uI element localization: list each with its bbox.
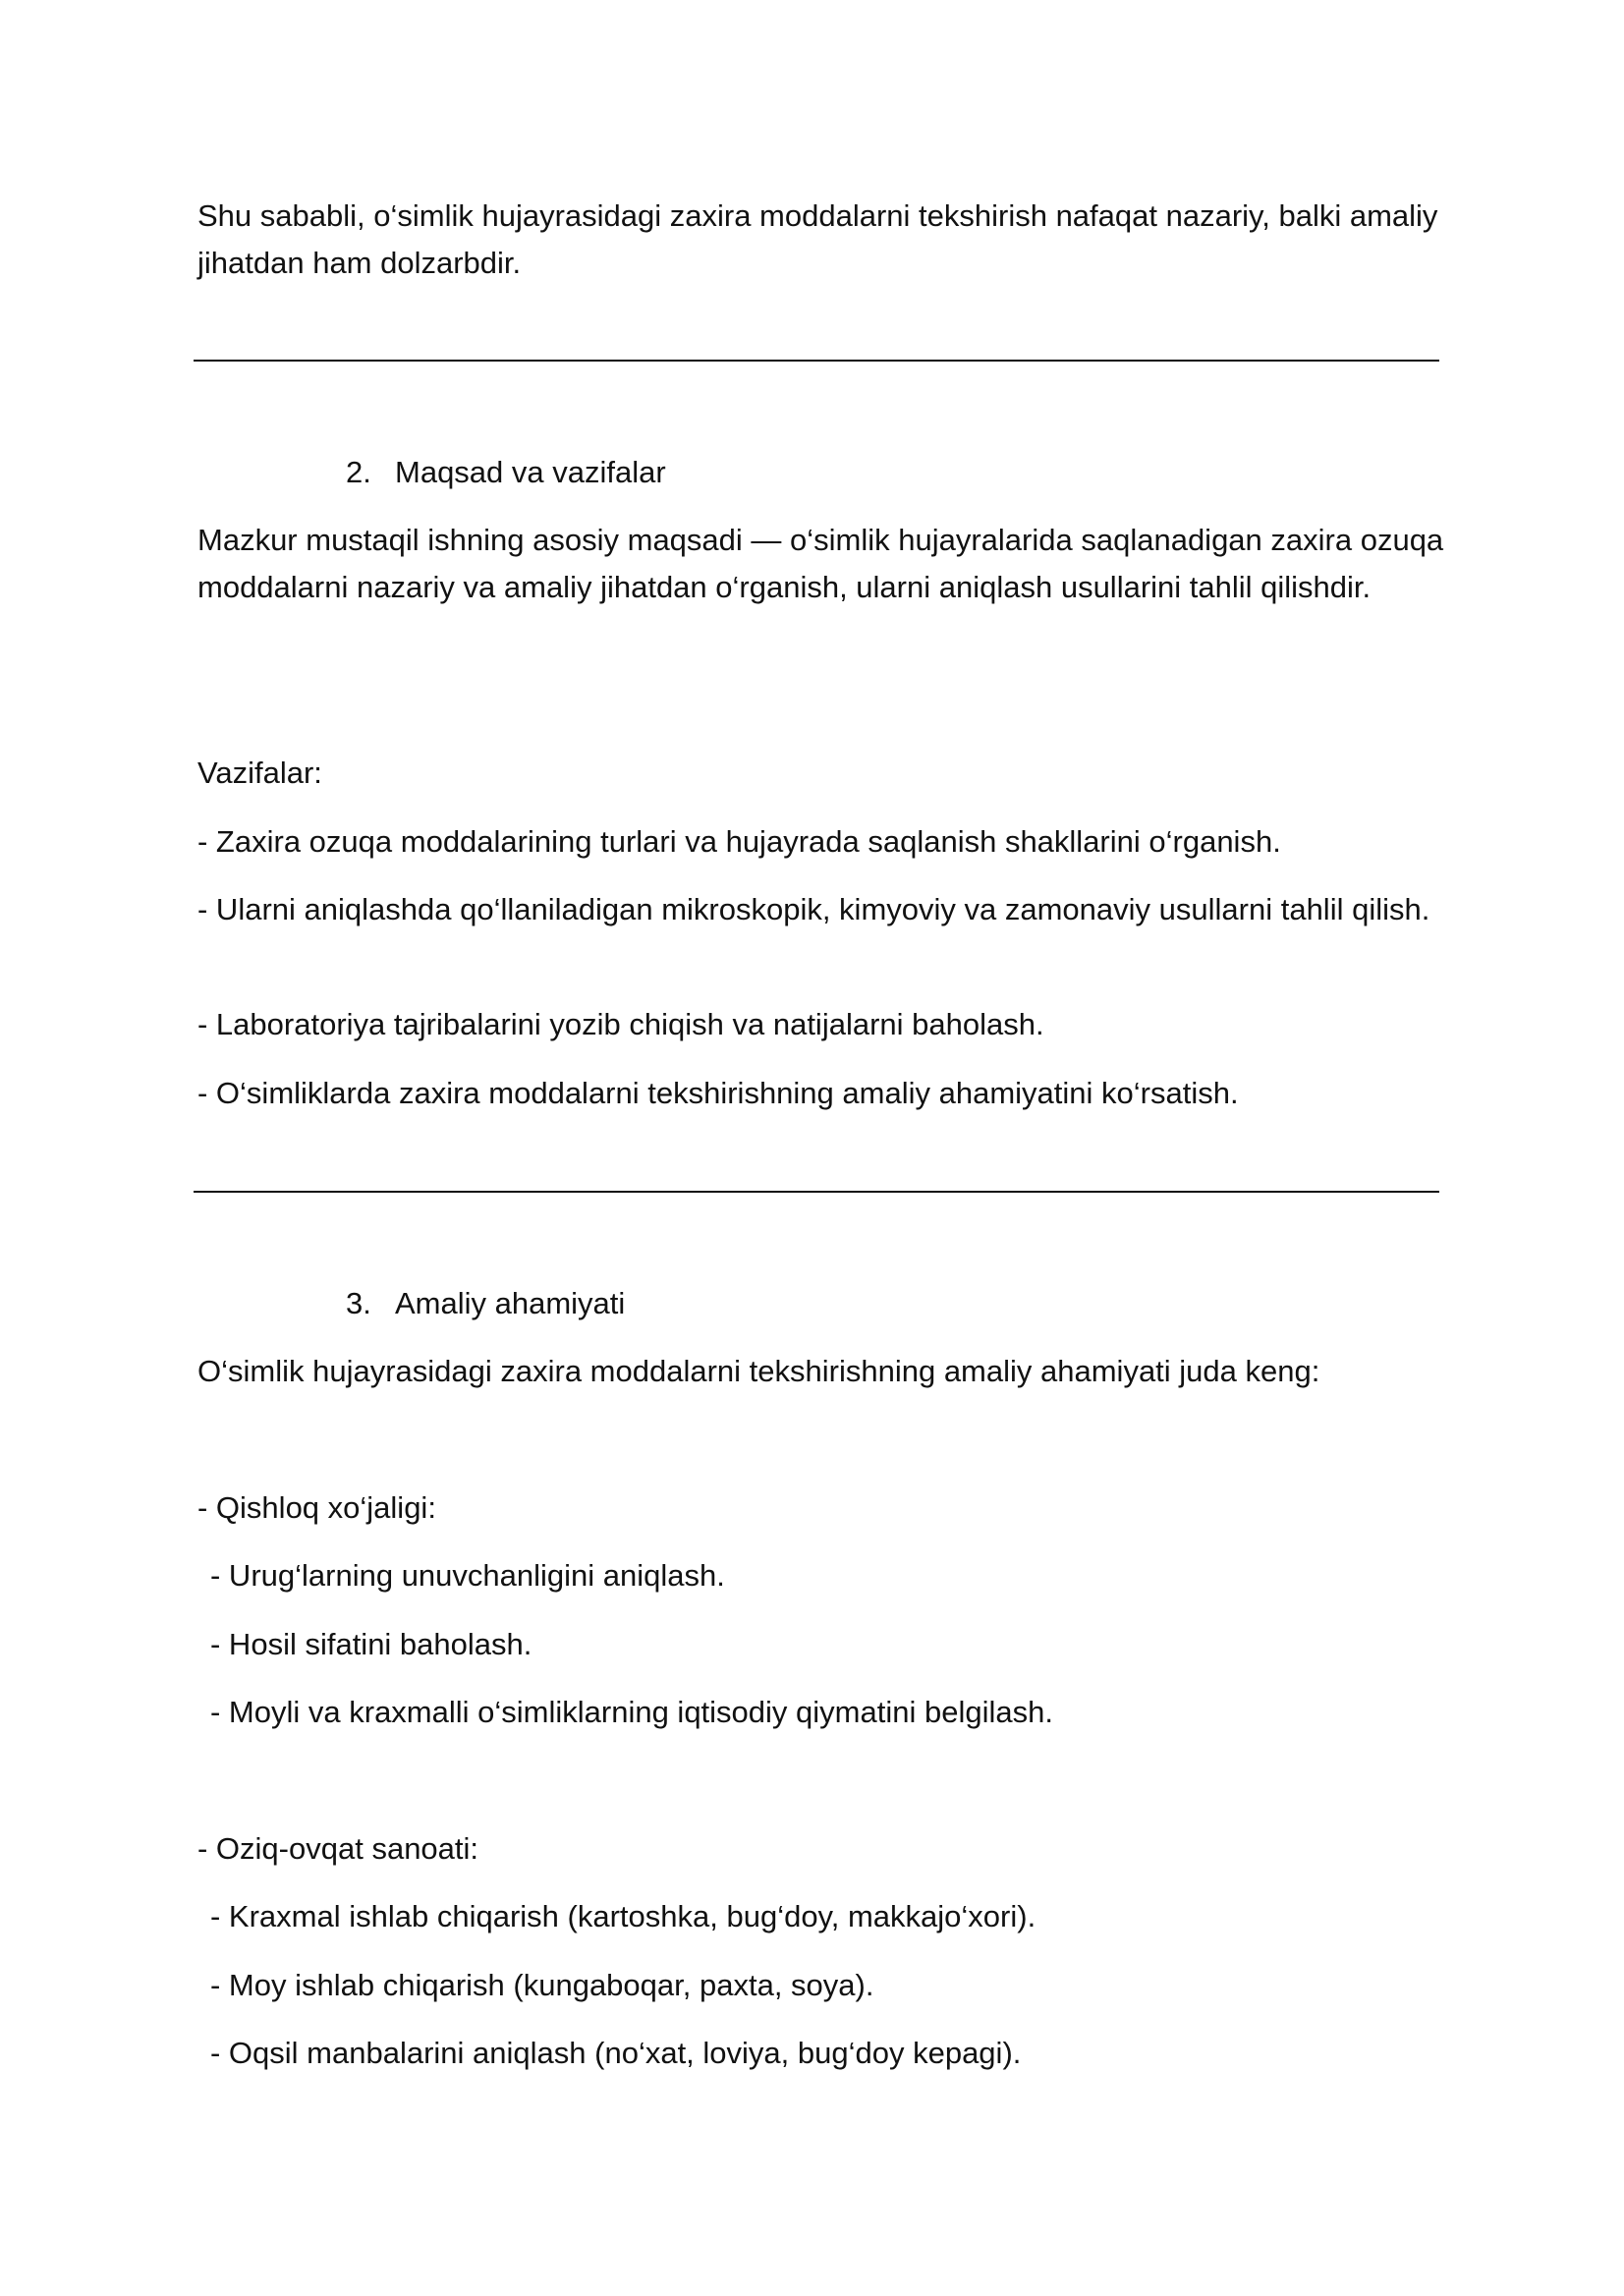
food-industry-item: - Oqsil manbalarini aniqlash (no‘xat, loviya, bug‘doy kepagi).: [210, 2036, 1022, 2070]
section-3-heading: [346, 1280, 625, 1327]
section-2-paragraph: Mazkur mustaqil ishning asosiy maqsadi — o‘simlik hujayralarida saqlanadigan zaxira ozuqa moddalarni nazariy va amaliy jihatdan o‘rganish, ularni aniqlash usullarini tahlil qilishdir.: [197, 523, 1444, 604]
task-item: - Ularni aniqlashda qo‘llaniladigan mikroskopik, kimyoviy va zamonaviy usullarni tahlil qilish.: [197, 892, 1430, 926]
task-item: - O‘simliklarda zaxira moddalarni tekshirishning amaliy ahamiyatini ko‘rsatish.: [197, 1076, 1239, 1110]
task-item: - Laboratoriya tajribalarini yozib chiqish va natijalarni baholash.: [197, 1007, 1044, 1041]
section-3-number: 3.: [346, 1286, 371, 1320]
agriculture-item: - Urug‘larning unuvchanligini aniqlash.: [210, 1558, 725, 1593]
section-divider: [194, 360, 1439, 362]
section-3-title: Amaliy ahamiyati: [395, 1286, 626, 1320]
food-industry-item: - Kraxmal ishlab chiqarish (kartoshka, bug‘doy, makkajo‘xori).: [210, 1899, 1036, 1933]
food-industry-item: - Moy ishlab chiqarish (kungaboqar, paxta, soya).: [210, 1968, 874, 2002]
agriculture-item: - Hosil sifatini baholash.: [210, 1627, 532, 1661]
task-item: - Zaxira ozuqa moddalarining turlari va hujayrada saqlanish shakllarini o‘rganish.: [197, 824, 1281, 859]
intro-paragraph: Shu sababli, o‘simlik hujayrasidagi zaxira moddalarni tekshirish nafaqat nazariy, balki amaliy jihatdan ham dolzarbdir.: [197, 198, 1438, 280]
agriculture-label: - Qishloq xo‘jaligi:: [197, 1490, 436, 1525]
section-2-title: Maqsad va vazifalar: [395, 455, 666, 489]
section-2-heading: [346, 449, 666, 496]
food-industry-label: - Oziq-ovqat sanoati:: [197, 1831, 479, 1866]
agriculture-item: - Moyli va kraxmalli o‘simliklarning iqtisodiy qiymatini belgilash.: [210, 1695, 1053, 1729]
section-divider: [194, 1191, 1439, 1193]
section-2-number: 2.: [346, 455, 371, 489]
section-3-paragraph: O‘simlik hujayrasidagi zaxira moddalarni tekshirishning amaliy ahamiyati juda keng:: [197, 1354, 1320, 1388]
tasks-label: Vazifalar:: [197, 756, 322, 790]
